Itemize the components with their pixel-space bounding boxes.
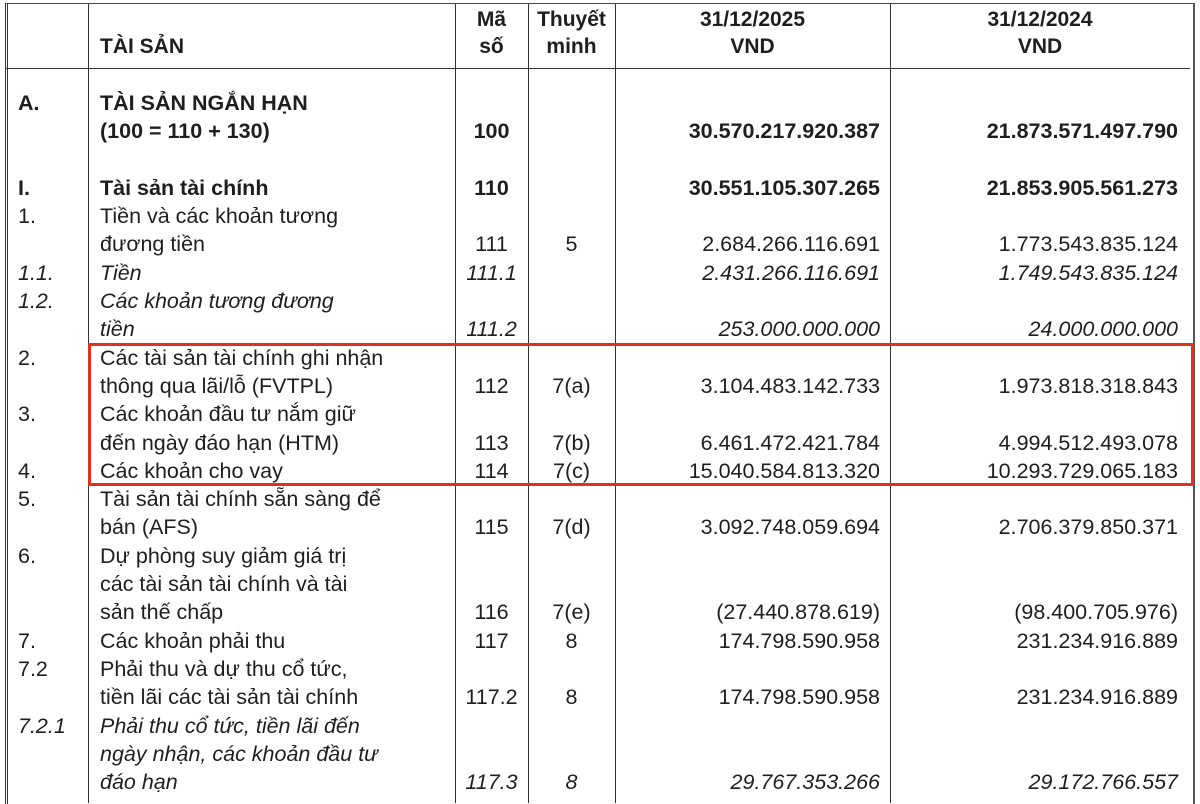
value-2025: 174.798.590.958 bbox=[718, 685, 880, 710]
description-line: Tiền bbox=[100, 260, 142, 285]
value-2024: 21.853.905.561.273 bbox=[986, 175, 1178, 200]
row-index: 2. bbox=[18, 345, 36, 370]
description-line: bán (AFS) bbox=[100, 515, 198, 540]
row-description bbox=[100, 287, 334, 344]
value-2025: 15.040.584.813.320 bbox=[688, 458, 880, 483]
row-code: 111.1 bbox=[466, 260, 517, 285]
description-line: ngày nhận, các khoản đầu tư bbox=[100, 741, 378, 766]
row-description bbox=[100, 655, 358, 712]
description-line: các tài sản tài chính và tài bbox=[100, 572, 348, 597]
row-code: 117.2 bbox=[465, 685, 518, 710]
value-2024: 1.973.818.318.843 bbox=[998, 373, 1178, 398]
header-note-line2: minh bbox=[546, 35, 597, 58]
table-row bbox=[0, 655, 1200, 712]
description-line: thông qua lãi/lỗ (FVTPL) bbox=[100, 373, 334, 398]
row-index: 7. bbox=[18, 628, 36, 653]
header-code-line1: Mã bbox=[476, 8, 507, 31]
table-row bbox=[0, 485, 1200, 542]
row-note: 7(e) bbox=[552, 600, 591, 625]
row-index: 1.1. bbox=[18, 260, 54, 285]
row-index: 3. bbox=[18, 402, 36, 427]
value-2025: 29.767.353.266 bbox=[730, 770, 880, 795]
header-note bbox=[528, 6, 615, 60]
row-index: 5. bbox=[18, 487, 36, 512]
header-note-line1: Thuyết bbox=[537, 8, 606, 31]
description-line: Tài sản tài chính bbox=[100, 175, 269, 200]
description-line: Các khoản cho vay bbox=[100, 458, 283, 483]
description-line: đáo hạn bbox=[100, 770, 178, 795]
table-row bbox=[0, 542, 1200, 627]
row-note: 7(b) bbox=[552, 430, 591, 455]
value-2025: 253.000.000.000 bbox=[718, 317, 880, 342]
row-note: 7(d) bbox=[552, 515, 591, 540]
row-code: 117 bbox=[474, 628, 509, 653]
description-line: đến ngày đáo hạn (HTM) bbox=[100, 430, 340, 455]
description-line: Tài sản tài chính sẵn sàng để bbox=[100, 487, 381, 512]
row-index: 1. bbox=[18, 204, 36, 229]
value-2025: 6.461.472.421.784 bbox=[700, 430, 880, 455]
row-description bbox=[100, 89, 308, 146]
row-code: 111.2 bbox=[466, 317, 517, 342]
description-line: tiền lãi các tài sản tài chính bbox=[100, 685, 359, 710]
row-code: 100 bbox=[473, 119, 510, 144]
row-note: 5 bbox=[565, 232, 578, 257]
row-description bbox=[100, 485, 381, 542]
value-2024: 1.749.543.835.124 bbox=[998, 260, 1178, 285]
value-2024: 231.234.916.889 bbox=[1016, 685, 1178, 710]
row-code: 115 bbox=[474, 515, 509, 540]
header-2025 bbox=[615, 6, 890, 60]
header-2024 bbox=[890, 6, 1190, 60]
row-description bbox=[100, 174, 268, 202]
value-2024: (98.400.705.976) bbox=[1014, 600, 1178, 625]
value-2024: 4.994.512.493.078 bbox=[998, 430, 1178, 455]
description-line: Tiền và các khoản tương bbox=[100, 204, 339, 229]
row-index: 7.2.1 bbox=[18, 713, 66, 738]
table-row bbox=[0, 202, 1200, 259]
row-code: 116 bbox=[474, 600, 509, 625]
header-2024-unit: VND bbox=[1017, 35, 1063, 58]
table-row bbox=[0, 712, 1200, 797]
table-row bbox=[0, 89, 1200, 146]
row-code: 112 bbox=[474, 373, 509, 398]
description-line: (100 = 110 + 130) bbox=[100, 119, 270, 144]
value-2025: 2.684.266.116.691 bbox=[702, 232, 880, 257]
row-description bbox=[100, 202, 338, 259]
description-line: Các khoản đầu tư nắm giữ bbox=[100, 402, 356, 427]
description-line: TÀI SẢN NGẮN HẠN bbox=[100, 91, 308, 115]
row-index: 6. bbox=[18, 543, 36, 568]
row-code: 110 bbox=[474, 175, 509, 200]
row-description bbox=[100, 542, 347, 627]
row-code: 117.3 bbox=[465, 770, 518, 795]
table-row bbox=[0, 287, 1200, 344]
table-row bbox=[0, 259, 1200, 287]
value-2024: 1.773.543.835.124 bbox=[998, 232, 1178, 257]
header-2025-date: 31/12/2025 bbox=[699, 8, 806, 31]
row-note: 7(c) bbox=[552, 458, 591, 483]
row-code: 113 bbox=[474, 430, 509, 455]
table-row bbox=[0, 627, 1200, 655]
row-description bbox=[100, 712, 378, 797]
value-2024: 2.706.379.850.371 bbox=[998, 515, 1178, 540]
description-line: Các khoản tương đương bbox=[100, 289, 334, 314]
row-description bbox=[100, 627, 285, 655]
row-index: 4. bbox=[18, 458, 36, 483]
description-line: Phải thu và dự thu cổ tức, bbox=[100, 656, 348, 681]
row-note: 7(a) bbox=[552, 373, 591, 398]
value-2025: 30.551.105.307.265 bbox=[688, 175, 880, 200]
value-2024: 231.234.916.889 bbox=[1016, 628, 1178, 653]
row-note: 8 bbox=[565, 628, 578, 653]
description-line: Các tài sản tài chính ghi nhận bbox=[100, 345, 384, 370]
value-2025: 3.092.748.059.694 bbox=[700, 515, 880, 540]
value-2025: (27.440.878.619) bbox=[716, 600, 880, 625]
table-row bbox=[0, 174, 1200, 202]
row-note: 8 bbox=[565, 770, 578, 795]
value-2024: 10.293.729.065.183 bbox=[986, 458, 1178, 483]
header-code-line2: số bbox=[479, 35, 504, 58]
highlight-box bbox=[88, 343, 1194, 486]
row-index: 1.2. bbox=[18, 289, 54, 314]
description-line: đương tiền bbox=[100, 232, 206, 257]
value-2025: 30.570.217.920.387 bbox=[688, 119, 880, 144]
value-2025: 2.431.266.116.691 bbox=[702, 260, 880, 285]
description-line: Các khoản phải thu bbox=[100, 628, 286, 653]
description-line: sản thế chấp bbox=[100, 600, 224, 625]
value-2024: 29.172.766.557 bbox=[1028, 770, 1178, 795]
row-index: A. bbox=[18, 91, 40, 115]
value-2024: 24.000.000.000 bbox=[1028, 317, 1178, 342]
header-2025-unit: VND bbox=[730, 35, 775, 58]
header-2024-date: 31/12/2024 bbox=[987, 8, 1093, 31]
value-2024: 21.873.571.497.790 bbox=[986, 119, 1178, 144]
description-line: tiền bbox=[100, 317, 135, 342]
description-line: Phải thu cổ tức, tiền lãi đến bbox=[100, 713, 360, 738]
row-code: 114 bbox=[474, 458, 509, 483]
row-code: 111 bbox=[475, 232, 508, 257]
value-2025: 174.798.590.958 bbox=[718, 628, 880, 653]
row-note: 8 bbox=[565, 685, 578, 710]
header-assets: TÀI SẢN bbox=[100, 35, 184, 58]
description-line: Dự phòng suy giảm giá trị bbox=[100, 543, 347, 568]
value-2025: 3.104.483.142.733 bbox=[700, 373, 880, 398]
row-description bbox=[100, 259, 142, 287]
header-divider bbox=[5, 68, 1190, 69]
header-code bbox=[455, 6, 528, 60]
row-index: I. bbox=[18, 175, 30, 200]
row-index: 7.2 bbox=[18, 656, 48, 681]
